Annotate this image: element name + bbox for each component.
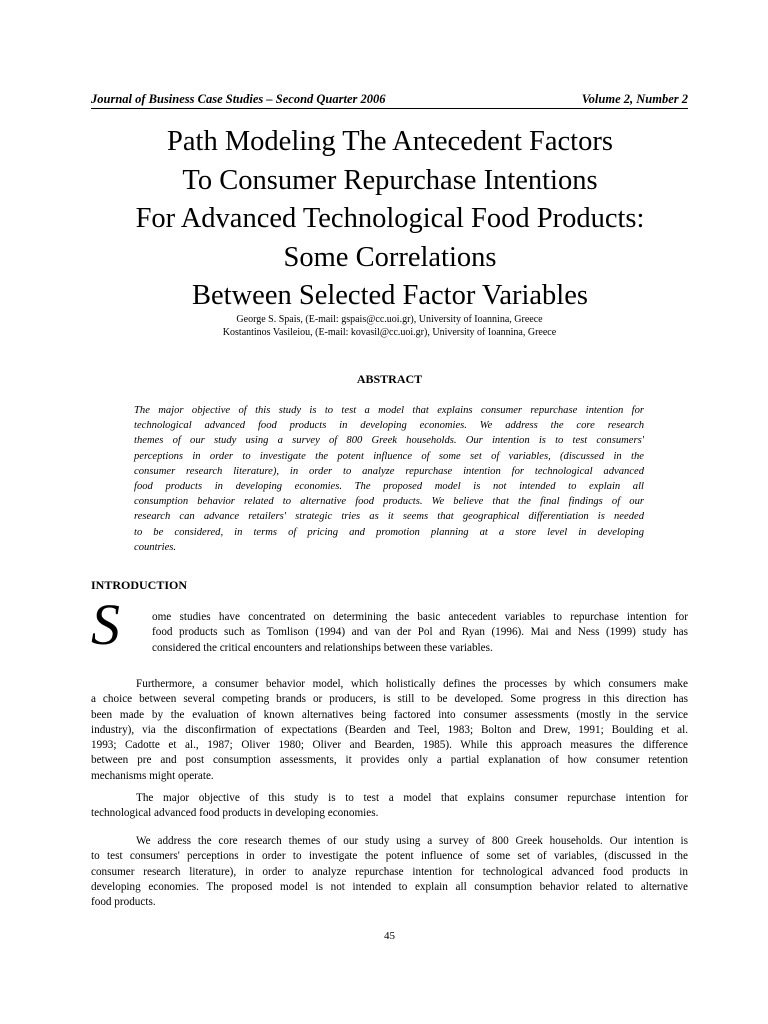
- abstract-line: themes of our study using a survey of 800 Greek households. Our intention is to test consumers': [134, 435, 644, 447]
- abstract-line: food products in developing economies. The proposed model is not intended to explain all: [134, 481, 644, 493]
- drop-cap: S: [91, 592, 120, 657]
- title-line: To Consumer Repurchase Intentions: [182, 164, 598, 196]
- intro-paragraph-4: [91, 834, 688, 910]
- text-line: considered the critical encounters and relationships between these variables.: [152, 641, 493, 654]
- abstract-line: The major objective of this study is to test a model that explains consumer repurchase intention for: [134, 405, 644, 416]
- volume-number: Volume 2, Number 2: [581, 92, 688, 106]
- abstract-line: perceptions in order to investigate the potent influence of some set of variables, (discussed in the: [134, 450, 644, 462]
- text-line: been made by the evaluation of known alternatives being factored into consumer assessments (mostly in the service: [91, 708, 688, 721]
- text-line: The major objective of this study is to test a model that explains consumer repurchase intention for: [136, 792, 688, 804]
- text-line: consumer research literature), in order to analyze repurchase intention for technological advanced food products in: [91, 865, 688, 878]
- abstract-line: consumer research literature), in order to analyze repurchase intention for technological advanced: [134, 465, 644, 477]
- abstract-line: consumption behavior related to alternative food products. We believe that the final findings of our: [134, 496, 644, 508]
- text-line: a choice between several competing brands or producers, is still to be developed. Some progress in this direction has: [91, 693, 688, 706]
- text-line: Furthermore, a consumer behavior model, which holistically defines the processes by which consumers make: [136, 678, 688, 690]
- text-line: ome studies have concentrated on determining the basic antecedent variables to repurchase intention for: [152, 611, 688, 623]
- header-rule: [91, 108, 688, 109]
- text-line: between pre and post consumption assessments, it provides only a partial explanation of how consumer retention: [91, 754, 688, 767]
- title-line: For Advanced Technological Food Products:: [135, 203, 645, 234]
- abstract-line: research can advance retailers' strategic tries as it seems that geographical differentiation is needed: [134, 511, 644, 523]
- author-line: Kostantinos Vasileiou, (E-mail: kovasil@cc.uoi.gr), University of Ioannina, Greece: [222, 327, 557, 338]
- introduction-heading: INTRODUCTION: [91, 578, 188, 592]
- abstract-line: countries.: [134, 541, 177, 553]
- intro-paragraph-2: [91, 677, 688, 784]
- text-line: food products such as Tomlison (1994) and van der Pol and Ryan (1996). Mai and Ness (1999) study has: [152, 626, 688, 639]
- text-line: to test consumers' perceptions in order to investigate the potent influence of some set of variables, (discussed in the: [91, 850, 688, 863]
- journal-name: Journal of Business Case Studies – Second Quarter 2006: [91, 92, 386, 106]
- text-line: technological advanced food products in developing economies.: [91, 807, 379, 820]
- running-header: [91, 92, 688, 108]
- page-number: 45: [384, 930, 395, 942]
- title-line: Path Modeling The Antecedent Factors: [167, 126, 613, 157]
- abstract-line: to be considered, in terms of pricing and promotion planning at a store level in developing: [134, 526, 644, 538]
- text-line: food products.: [91, 896, 156, 909]
- author-line: George S. Spais, (E-mail: gspais@cc.uoi.gr), University of Ioannina, Greece: [236, 314, 543, 325]
- text-line: 1993; Cadotte et al., 1987; Oliver 1980; Oliver and Bearden, 1985). While this approach measures the difference: [91, 739, 688, 752]
- title-line: Some Correlations: [283, 241, 497, 273]
- text-line: mechanisms might operate.: [91, 769, 214, 782]
- text-line: developing economies. The proposed model is not intended to explain all consumption behavior related to alternative: [91, 880, 688, 893]
- abstract-text: [134, 403, 644, 555]
- intro-paragraph-3: [91, 791, 688, 822]
- abstract-line: technological advanced food products in developing economies. We address the core research: [134, 420, 644, 432]
- paper-title: [60, 123, 720, 316]
- intro-paragraph-1: [152, 610, 688, 656]
- abstract-heading: ABSTRACT: [356, 372, 423, 386]
- text-line: industry), via the disconfirmation of expectations (Bearden and Teel, 1983; Bolton and Drew, 1991; Boulding et al.: [91, 723, 688, 736]
- text-line: We address the core research themes of our study using a survey of 800 Greek households. Our intention is: [136, 835, 688, 847]
- author-list: [91, 313, 688, 339]
- title-line: Between Selected Factor Variables: [192, 280, 588, 311]
